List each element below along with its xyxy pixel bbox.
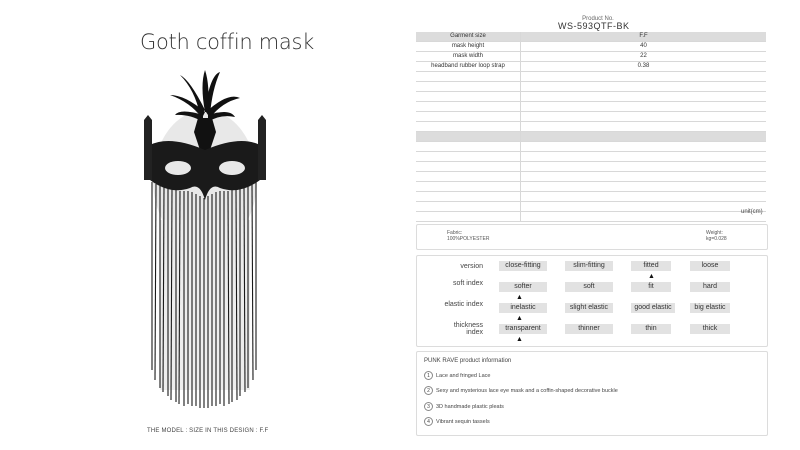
empty-row — [416, 172, 766, 182]
empty-row — [416, 102, 766, 112]
item-text: 3D handmade plastic pleats — [436, 403, 504, 410]
separator-row — [416, 132, 766, 142]
unit-label: unit(cm) — [741, 209, 763, 215]
index-label: soft index — [453, 280, 483, 287]
size-table-header — [416, 32, 766, 42]
product-info-title: PUNK RAVE product information — [424, 358, 512, 364]
item-number: 3 — [424, 402, 433, 411]
product-number-label: Product No. — [582, 16, 614, 22]
selected-marker-icon: ▲ — [516, 315, 523, 322]
row-value: 40 — [521, 42, 767, 52]
index-option: thin — [631, 324, 671, 334]
selected-marker-icon: ▲ — [516, 336, 523, 343]
row-name: mask width — [416, 52, 521, 62]
index-label: elastic index — [444, 301, 483, 308]
index-option: slight elastic — [565, 303, 613, 313]
item-text: Lace and fringed Lace — [436, 372, 491, 379]
index-option: transparent — [499, 324, 547, 334]
index-option: good elastic — [631, 303, 675, 313]
index-option: fit — [631, 282, 671, 292]
empty-row — [416, 122, 766, 132]
item-number: 2 — [424, 386, 433, 395]
product-code: WS-593QTF-BK — [558, 21, 630, 31]
empty-row — [416, 72, 766, 82]
empty-row — [416, 112, 766, 122]
empty-row — [416, 152, 766, 162]
product-info-box — [416, 351, 768, 436]
empty-row — [416, 162, 766, 172]
list-item — [424, 402, 504, 411]
weight-value: kg=0.028 — [706, 236, 727, 242]
size-table — [416, 32, 766, 222]
empty-row — [416, 142, 766, 152]
weight-info — [706, 230, 727, 242]
row-name: headband rubber loop strap — [416, 62, 521, 72]
selected-marker-icon: ▲ — [516, 294, 523, 301]
index-option: fitted — [631, 261, 671, 271]
index-option: loose — [690, 261, 730, 271]
index-chart — [416, 255, 768, 347]
product-title: Goth coffin mask — [140, 30, 314, 54]
item-text: Sexy and mysterious lace eye mask and a coffin-shaped decorative buckle — [436, 387, 618, 394]
table-row — [416, 52, 766, 62]
index-option: hard — [690, 282, 730, 292]
table-row — [416, 62, 766, 72]
index-option: close-fitting — [499, 261, 547, 271]
header-cell: Garment size — [416, 32, 521, 42]
index-row-version — [417, 261, 767, 281]
item-number: 1 — [424, 371, 433, 380]
fabric-info — [447, 230, 489, 242]
index-option: thick — [690, 324, 730, 334]
weight-label: Weight: — [706, 230, 723, 236]
row-value: 22 — [521, 52, 767, 62]
model-caption: THE MODEL : SIZE IN THIS DESIGN : F.F — [147, 428, 269, 434]
empty-row — [416, 92, 766, 102]
index-option: softer — [499, 282, 547, 292]
item-text: Vibrant sequin tassels — [436, 418, 490, 425]
list-item — [424, 386, 618, 395]
index-option: slim-fitting — [565, 261, 613, 271]
empty-row — [416, 182, 766, 192]
list-item — [424, 371, 490, 380]
row-value: 0.38 — [521, 62, 767, 72]
item-number: 4 — [424, 417, 433, 426]
index-row-elastic — [417, 303, 767, 323]
empty-row — [416, 82, 766, 92]
selected-marker-icon: ▲ — [648, 273, 655, 280]
header-cell: F.F — [521, 32, 767, 42]
empty-row — [416, 202, 766, 212]
fabric-label: Fabric: — [447, 230, 463, 236]
index-label: version — [460, 263, 483, 270]
index-option: inelastic — [499, 303, 547, 313]
index-row-thickness — [417, 324, 767, 344]
index-option: soft — [565, 282, 613, 292]
index-option: thinner — [565, 324, 613, 334]
index-option: big elastic — [690, 303, 730, 313]
index-label: thickness index — [453, 322, 483, 336]
index-row-soft — [417, 282, 767, 302]
empty-row — [416, 192, 766, 202]
mask-photo — [130, 70, 280, 410]
row-name: mask height — [416, 42, 521, 52]
empty-row — [416, 212, 766, 222]
table-row — [416, 42, 766, 52]
fabric-value: 100%POLYESTER — [447, 236, 490, 242]
list-item — [424, 417, 490, 426]
fabric-weight-box — [416, 224, 768, 250]
